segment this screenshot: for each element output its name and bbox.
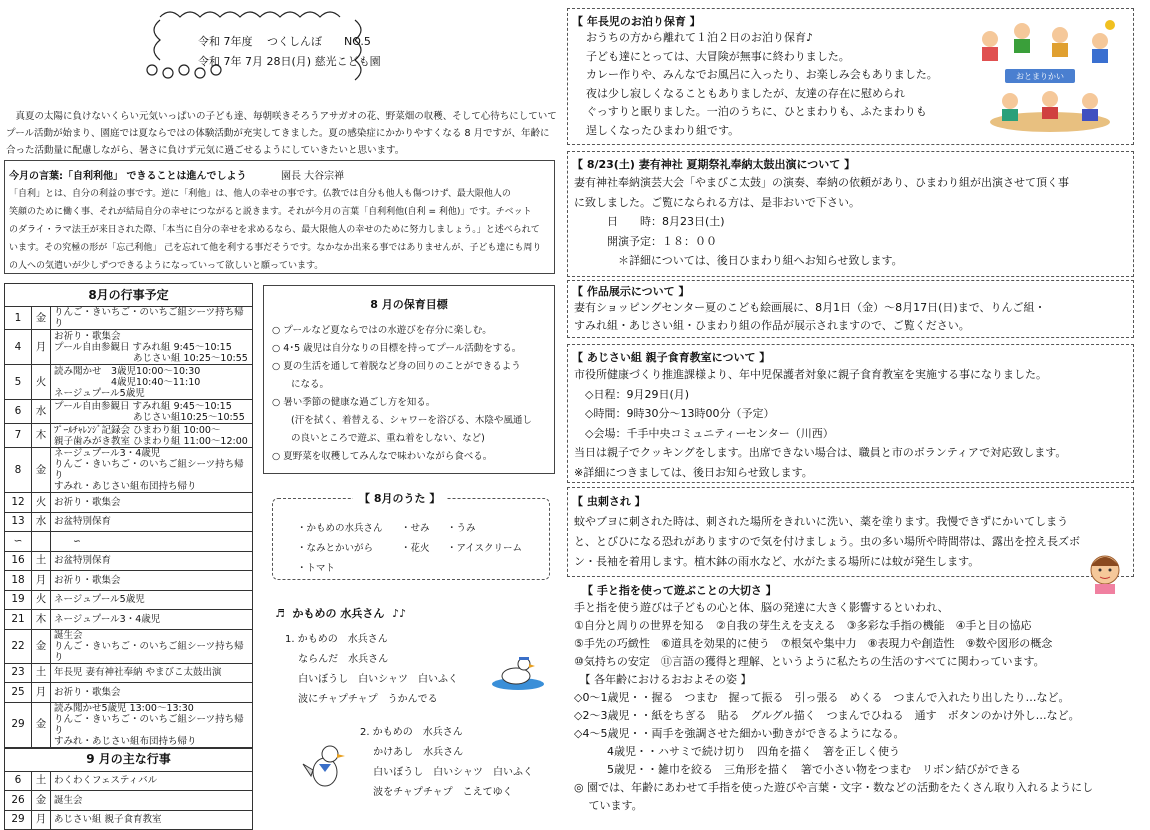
event-row <box>5 771 253 791</box>
event-description: 誕生会 りんご・きいちご・のいちご組シーツ持ち帰り <box>51 629 253 663</box>
event-day: 4 <box>5 330 32 365</box>
lyrics-line: 1. かもめの 水兵さん <box>285 630 458 650</box>
event-description: お盆特別保育 <box>51 512 253 532</box>
taiko-line: に致しました。ご覧になられる方は、是非おいで下さい。 <box>574 193 1069 213</box>
finger-play-line: ◇0～1歳児・・握る つまむ 握って振る 引っ張る めくる つまんで入れたり出したり…など。 <box>574 689 1093 707</box>
insect-bite-section <box>567 487 1134 577</box>
event-day: 18 <box>5 571 32 591</box>
event-row <box>5 629 253 663</box>
event-weekday: 火 <box>32 365 51 400</box>
event-day: 23 <box>5 663 32 683</box>
goal-line: ○ プールなど夏ならではの水遊びを存分に楽しむ。 <box>272 322 532 340</box>
lyrics-line: 白いぼうし 白いシャツ 白いふく <box>285 670 458 690</box>
event-description: わくわくフェスティバル <box>51 771 253 791</box>
event-weekday: 火 <box>32 493 51 513</box>
principal-name: 園長 大谷宗禅 <box>281 167 344 182</box>
event-description: ﾌﾟｰﾙﾁｬﾚﾝｼﾞ記録会 ひまわり組 10:00～ 親子歯みがき教室 ひまわり組 11:00～12:00 <box>51 424 253 448</box>
song-item: ・トマト <box>297 559 401 579</box>
event-day: 21 <box>5 610 32 630</box>
goals-box <box>263 285 555 474</box>
sleepover-line: ぐっすりと眠りました。一泊のうちに、ひとまわりも、ふたまわりも <box>586 103 938 122</box>
finger-play-line: ◎ 園では、年齢にあわせて手指を使った遊びや言葉・文字・数などの活動をたくさん取り入れるようにし <box>574 779 1093 797</box>
event-description: プール自由参観日 すみれ組 9:45～10:15 あじさい組10:25～10:55 <box>51 400 253 424</box>
food-class-line: ◇時間：9時30分～13時00分（予定） <box>574 404 1066 424</box>
event-description: ネージュプール3・4歳児 <box>51 610 253 630</box>
event-day: ∽ <box>5 532 32 552</box>
finger-play-title: 【 手と指を使って遊ぶことの大切さ 】 <box>582 582 777 598</box>
event-row <box>5 400 253 424</box>
event-weekday: 金 <box>32 629 51 663</box>
sleepover-badge: おとまりかい <box>1016 72 1064 81</box>
event-row <box>5 571 253 591</box>
goal-line: ○ 夏野菜を収穫してみんなで味わいながら食べる。 <box>272 448 532 466</box>
insect-bite-title: 【 虫刺され 】 <box>572 493 646 509</box>
song-item: ・せみ <box>401 519 447 539</box>
event-row <box>5 702 253 747</box>
issue-line: 令和 7年度 つくしんぼ NO.5 <box>198 33 371 49</box>
monthly-words-line: 「自利」とは、自分の利益の事です。逆に「利他」は、他人の幸せの事です。仏教では自分も他人も傷つけず、最大限他人の <box>9 185 541 203</box>
event-row <box>5 365 253 400</box>
august-events-title: 8月の行事予定 <box>5 284 253 307</box>
song-row <box>297 559 522 579</box>
event-description: 読み聞かせ 3歳児10:00～10:30 4歳児10:40～11:10 ネージュプール5歳児 <box>51 365 253 400</box>
finger-play-section <box>570 582 1145 812</box>
event-weekday: 月 <box>32 571 51 591</box>
lyrics-line: 波にチャプチャプ うかんでる <box>285 690 458 710</box>
august-events-table <box>4 283 253 748</box>
song-item: ・花火 <box>401 539 447 559</box>
insect-bite-line: と、とびひになる恐れがありますので気を付けましょう。虫の多い場所や時間帯は、露出を控え長ズボ <box>574 532 1080 552</box>
sleepover-line: 夜は少し寂しくなることもありましたが、友達の存在に慰められ <box>586 85 938 104</box>
event-weekday: 金 <box>32 702 51 747</box>
event-weekday <box>32 532 51 552</box>
food-class-section <box>567 344 1134 483</box>
seagull-swimming-illustration <box>488 652 548 692</box>
lyrics-line: かけあし 水兵さん <box>360 743 533 763</box>
monthly-words-line: のダライ・ラマ法王が来日された際、「本当に自分の幸せを求めるなら、最大限他人の幸せのために努力しましょう。」と述べられて <box>9 221 541 239</box>
goal-line: ○ 暑い季節の健康な過ごし方を知る。 <box>272 394 532 412</box>
event-row <box>5 551 253 571</box>
event-weekday: 金 <box>32 307 51 330</box>
event-description: お祈り・歌集会 <box>51 683 253 703</box>
goal-line: の良いところで遊ぶ、重ね着をしない、など) <box>272 430 532 448</box>
event-row <box>5 493 253 513</box>
finger-play-line: ⑤手先の巧緻性 ⑥道具を効果的に使う ⑦根気や集中力 ⑧表現力や創造性 ⑨数や図形の概念 <box>574 635 1093 653</box>
taiko-title: 【 8/23(土) 妻有神社 夏期祭礼奉納太鼓出演について 】 <box>572 156 855 172</box>
sleepover-line: カレー作りや、みんなでお風呂に入ったり、お楽しみ会もありました。 <box>586 66 938 85</box>
music-notes-icon: ♪♪ <box>388 607 406 620</box>
finger-play-line: ⑩気持ちの安定 ⑪言語の獲得と理解、というように私たちの生活のすべてに関わっています。 <box>574 653 1093 671</box>
food-class-title: 【 あじさい組 親子食育教室について 】 <box>572 349 770 365</box>
event-row <box>5 424 253 448</box>
taiko-line: 日 時：8月23日(土) <box>574 212 1069 232</box>
event-weekday: 土 <box>32 663 51 683</box>
event-description: ネージュプール5歳児 <box>51 590 253 610</box>
event-day: 22 <box>5 629 32 663</box>
event-day: 6 <box>5 771 32 791</box>
event-description: ネージュプール3・4歳児 りんご・きいちご・のいちご組シーツ持ち帰り すみれ・あじさい組布団持ち帰り <box>51 448 253 493</box>
event-weekday: 月 <box>32 330 51 365</box>
event-day: 6 <box>5 400 32 424</box>
song-item: ・かもめの水兵さん <box>297 519 401 539</box>
event-description: お盆特別保育 <box>51 551 253 571</box>
food-class-line: 当日は親子でクッキングをします。出席できない場合は、職員と市のボランティアで対応致します。 <box>574 443 1066 463</box>
monthly-words-title: 今月の言葉:「自利利他」 できることは進んでしよう <box>9 167 246 182</box>
event-day: 1 <box>5 307 32 330</box>
event-weekday: 木 <box>32 424 51 448</box>
insect-bite-line: ン・長袖を着用します。植木鉢の雨水など、水がたまる場所には蚊が発生します。 <box>574 552 1080 572</box>
song-row <box>297 519 522 539</box>
food-class-line: ◇会場：千手中央コミュニティーセンター（川西） <box>574 424 1066 444</box>
lyrics-title-row <box>275 605 406 621</box>
event-description: お祈り・歌集会 プール自由参観日 すみれ組 9:45～10:15 あじさい組 10:25～10:55 <box>51 330 253 365</box>
song-row <box>297 539 522 559</box>
taiko-line: 妻有神社奉納演芸大会「やまびこ太鼓」の演奏、奉納の依頼があり、ひまわり組が出演させて頂く事 <box>574 173 1069 193</box>
taiko-line: 開演予定：１８：００ <box>574 232 1069 252</box>
lyrics-line: ならんだ 水兵さん <box>285 650 458 670</box>
sleepover-children-illustration <box>970 17 1125 139</box>
music-note-icon: ♬ <box>275 607 285 620</box>
september-events-table <box>4 748 253 830</box>
monthly-words-line: 笑顔のために働く事、それが結局自分の幸せにつながると説きます。それが今月の言葉「自利利他(自利 = 利他)」です。チベット <box>9 203 541 221</box>
event-weekday: 木 <box>32 610 51 630</box>
event-day: 29 <box>5 702 32 747</box>
goals-title: 8 月の保育目標 <box>264 296 554 312</box>
goal-line: ○ 4･5 歳児は自分なりの目標を持ってプール活動をする。 <box>272 340 532 358</box>
event-description: 誕生会 <box>51 791 253 811</box>
event-weekday: 水 <box>32 512 51 532</box>
finger-play-line: ています。 <box>574 797 1093 815</box>
event-row <box>5 307 253 330</box>
event-row <box>5 448 253 493</box>
event-day: 29 <box>5 810 32 830</box>
event-row <box>5 791 253 811</box>
goal-line: ○ 夏の生活を通して着脱など身の回りのことができるよう <box>272 358 532 376</box>
sleepover-section <box>567 8 1134 145</box>
event-description: 読み聞かせ5歳児 13:00～13:30 りんご・きいちご・のいちご組シーツ持ち帰り すみれ・あじさい組布団持ち帰り <box>51 702 253 747</box>
event-day: 25 <box>5 683 32 703</box>
event-row <box>5 590 253 610</box>
event-row <box>5 512 253 532</box>
song-item: ・なみとかいがら <box>297 539 401 559</box>
art-exhibit-title: 【 作品展示について 】 <box>572 283 689 299</box>
event-day: 8 <box>5 448 32 493</box>
sleepover-line: 子ども達にとっては、大冒険が無事に終わりました。 <box>586 48 938 67</box>
goal-line: になる。 <box>272 376 532 394</box>
finger-play-line: 4歳児・・ハサミで続け切り 四角を描く 箸を正しく使う <box>574 743 1093 761</box>
event-weekday: 火 <box>32 590 51 610</box>
intro-text <box>6 108 551 159</box>
finger-play-line: ①自分と周りの世界を知る ②自我の芽生えを支える ③多彩な手指の機能 ④手と目の協応 <box>574 617 1093 635</box>
event-weekday: 水 <box>32 400 51 424</box>
art-exhibit-line: 妻有ショッピングセンター夏のこども絵画展に、8月1日（金）～8月17日(日)まで、りんご組・ <box>574 299 1045 317</box>
food-class-line: 市役所健康づくり推進課様より、年中児保護者対象に親子食育教室を実施する事になりました。 <box>574 365 1066 385</box>
event-weekday: 土 <box>32 771 51 791</box>
date-line: 令和 7年 7月 28日(月) 慈光こども園 <box>198 53 381 69</box>
monthly-words-line: の人への気遣いが少しずつできるようになっていって欲しいと願っています。 <box>9 257 541 275</box>
finger-play-line: 手と指を使う遊びは子どもの心と体、脳の発達に大きく影響するといわれ、 <box>574 599 1093 617</box>
event-description: あじさい組 親子食育教室 <box>51 810 253 830</box>
art-exhibit-line: すみれ組・あじさい組・ひまわり組の作品が展示されますので、ご覧ください。 <box>574 317 1045 335</box>
food-class-line: ※詳細につきましては、後日お知らせ致します。 <box>574 463 1066 483</box>
lyrics-line: 2. かもめの 水兵さん <box>360 723 533 743</box>
monthly-words-box <box>4 160 555 274</box>
event-weekday: 土 <box>32 551 51 571</box>
goal-line: (汗を拭く、着替える、シャワーを浴びる、木陰や風通し <box>272 412 532 430</box>
event-weekday: 金 <box>32 791 51 811</box>
event-description: お祈り・歌集会 <box>51 493 253 513</box>
seagull-sailor-illustration <box>300 740 350 790</box>
event-description: お祈り・歌集会 <box>51 571 253 591</box>
september-events-title: 9 月の主な行事 <box>5 748 253 771</box>
event-day: 16 <box>5 551 32 571</box>
events-table-wrap <box>4 283 253 830</box>
finger-play-line: 【 各年齢におけるおおよその姿 】 <box>574 671 1093 689</box>
lyrics-line: 波をチャプチャプ こえてゆく <box>360 783 533 803</box>
song-title: 【 8月のうた 】 <box>353 490 446 506</box>
event-row <box>5 330 253 365</box>
sleepover-line: おうちの方から離れて１泊２日のお泊り保育♪ <box>586 29 938 48</box>
song-item: ・うみ <box>447 519 476 539</box>
event-description: りんご・きいちご・のいちご組シーツ持ち帰り <box>51 307 253 330</box>
monthly-words-line: います。その究極の形が「忘己利他」 己を忘れて他を利する事だそうです。なかなか出来る事ではありませんが、子ども達にも周り <box>9 239 541 257</box>
event-weekday: 月 <box>32 810 51 830</box>
sleepover-title: 【 年長児のお泊り保育 】 <box>572 13 701 29</box>
event-row <box>5 610 253 630</box>
event-row <box>5 663 253 683</box>
food-class-line: ◇日程：9月29日(月) <box>574 385 1066 405</box>
event-row <box>5 532 253 552</box>
finger-play-line: ◇4～5歳児・・両手を強調させた細かい動きができるようになる。 <box>574 725 1093 743</box>
event-description: ∽ <box>51 532 253 552</box>
art-exhibit-section <box>567 280 1134 338</box>
song-item: ・アイスクリーム <box>447 539 522 559</box>
event-weekday: 金 <box>32 448 51 493</box>
sleepover-line: 逞しくなったひまわり組です。 <box>586 122 938 141</box>
event-day: 7 <box>5 424 32 448</box>
event-day: 26 <box>5 791 32 811</box>
event-row <box>5 810 253 830</box>
event-day: 19 <box>5 590 32 610</box>
lyrics-line: 白いぼうし 白いシャツ 白いふく <box>360 763 533 783</box>
event-day: 5 <box>5 365 32 400</box>
intro-line: プール活動が始まり、園庭では夏ならではの体験活動が充実してきました。夏の感染症にかかりやすくなる 8 月ですが、年齢に <box>6 125 551 142</box>
intro-line: 真夏の太陽に負けないくらい元気いっぱいの子ども達、毎朝咲きそろうアサガオの花、野菜畑の収穫、そして心待ちにしていて <box>6 108 551 125</box>
finger-play-line: 5歳児・・雑巾を絞る 三角形を描く 箸で小さい物をつまむ リボン結びができる <box>574 761 1093 779</box>
intro-line: 合った活動量に配慮しながら、暑さに負けず元気に過ごせるようにしていきたいと思います。 <box>6 142 551 159</box>
lyrics-title: かもめの 水兵さん <box>293 607 385 620</box>
taiko-line: ＊詳細については、後日ひまわり組へお知らせ致します。 <box>574 251 1069 271</box>
song-box <box>272 498 550 580</box>
insect-bite-line: 蚊やブヨに刺された時は、刺された場所をきれいに洗い、薬を塗ります。我慢できずにかいてしまう <box>574 512 1080 532</box>
event-row <box>5 683 253 703</box>
event-day: 12 <box>5 493 32 513</box>
event-description: 年長児 妻有神社奉納 やまびこ太鼓出演 <box>51 663 253 683</box>
finger-play-line: ◇2～3歳児・・紙をちぎる 貼る グルグル描く つまんでひねる 通す ボタンのかけ外し…など。 <box>574 707 1093 725</box>
event-day: 13 <box>5 512 32 532</box>
taiko-section <box>567 151 1134 277</box>
event-weekday: 月 <box>32 683 51 703</box>
